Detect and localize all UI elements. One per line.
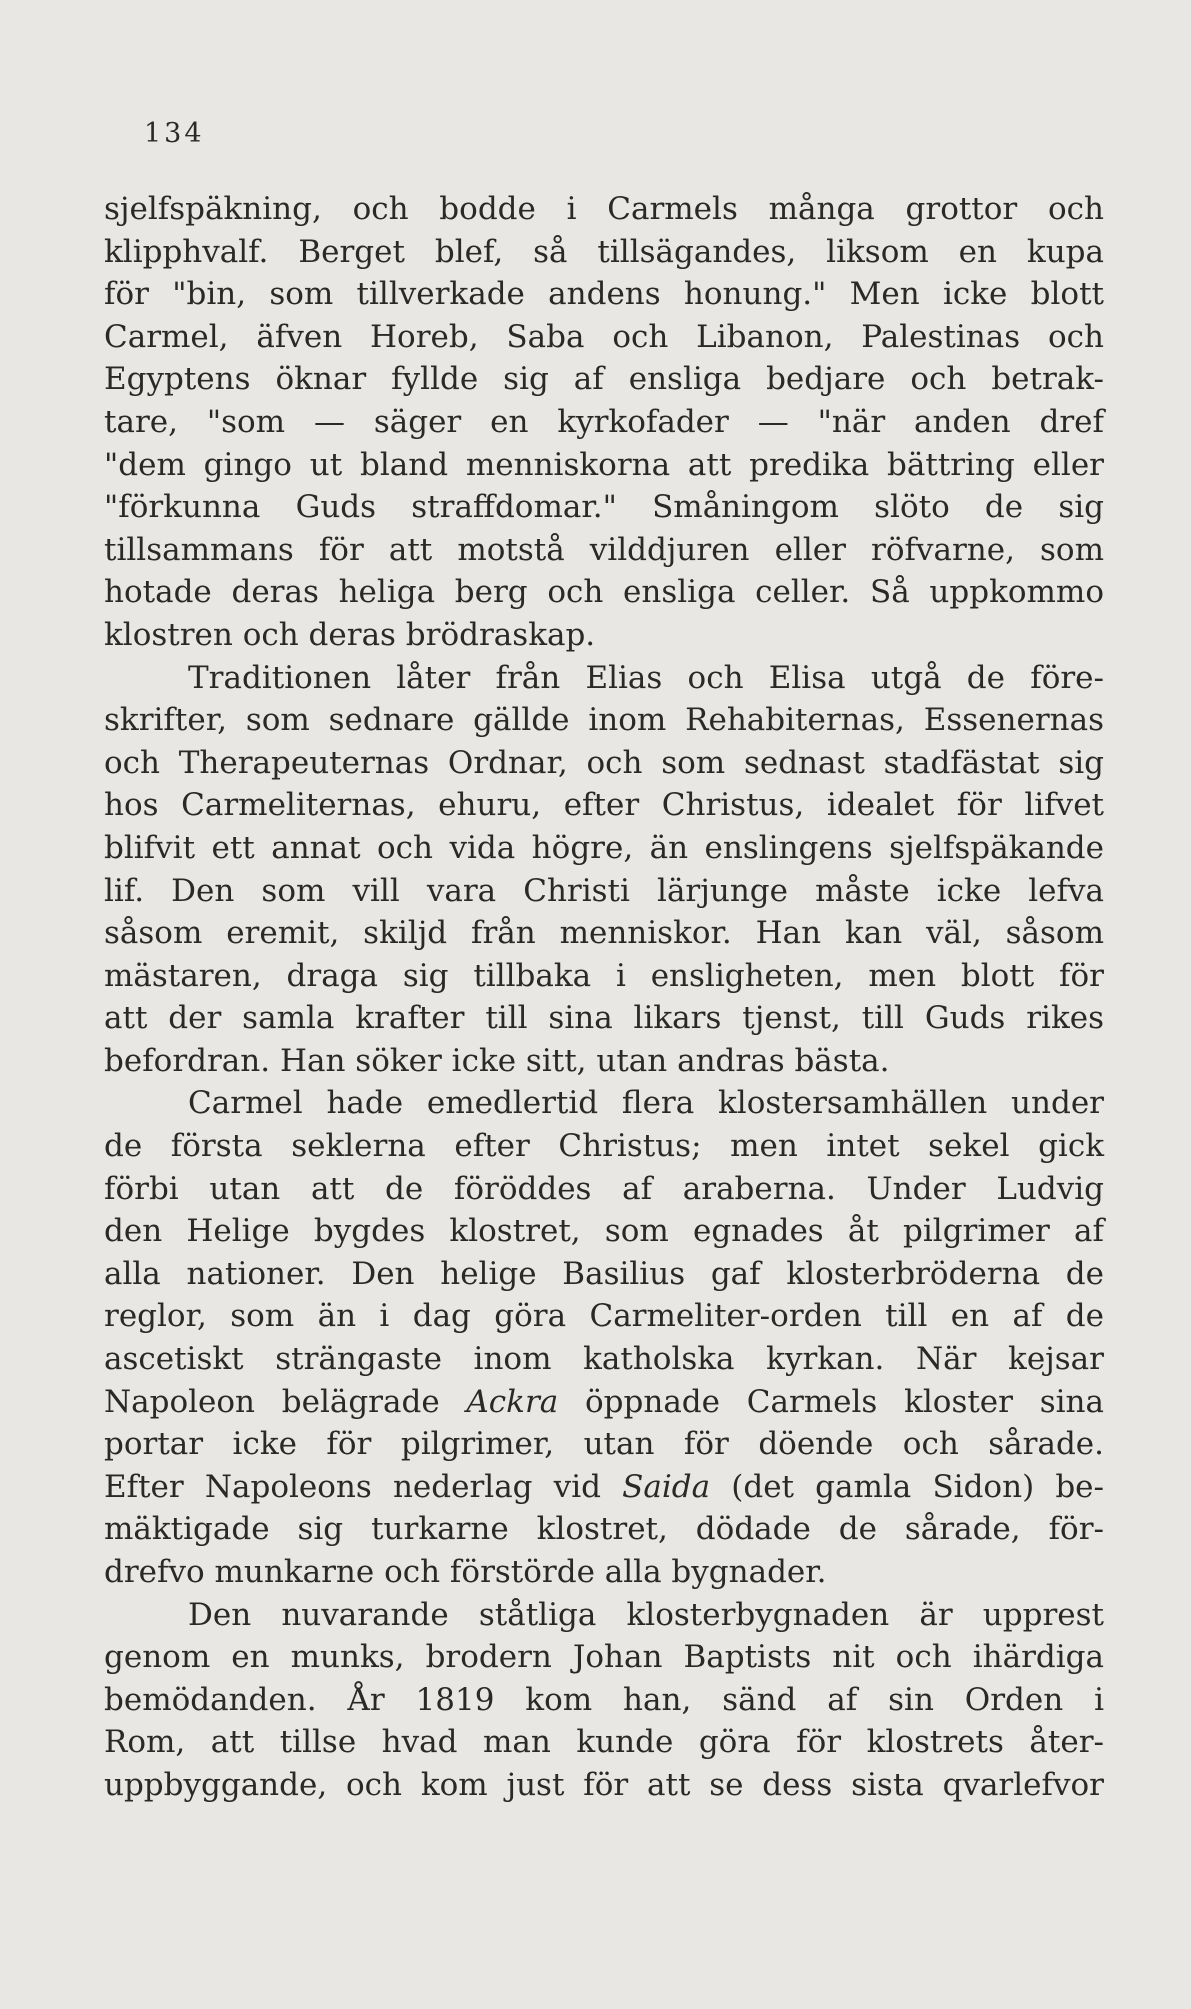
text-segment: Egyptens öknar fyllde sig af ensliga bedjare och betrak- (104, 361, 1104, 398)
text-segment: skrifter, som sednare gällde inom Rehabiternas, Essenernas (104, 702, 1104, 739)
text-line (104, 955, 1104, 998)
text-line (104, 316, 1104, 359)
text-line (104, 1636, 1104, 1679)
text-segment: Den nuvarande ståtliga klosterbygnaden är upprest (188, 1596, 1104, 1633)
text-segment: blifvit ett annat och vida högre, än enslingens sjelfspäkande (104, 829, 1104, 866)
text-line (104, 1338, 1104, 1381)
text-segment: Traditionen låter från Elias och Elisa utgå de före- (188, 659, 1104, 696)
text-line (104, 997, 1104, 1040)
text-line (104, 444, 1104, 487)
text-line (104, 827, 1104, 870)
text-line (104, 231, 1104, 274)
text-line (104, 1295, 1104, 1338)
text-line (104, 571, 1104, 614)
text-line (104, 1679, 1104, 1722)
text-line (104, 1125, 1104, 1168)
text-line (104, 657, 1104, 700)
text-segment: reglor, som än i dag göra Carmeliter-orden till en af de (104, 1298, 1104, 1335)
text-segment: "förkunna Guds straffdomar." Småningom slöto de sig (104, 489, 1104, 526)
text-segment: Carmel hade emedlertid flera klostersamhällen under (188, 1085, 1104, 1122)
text-line (104, 1551, 1104, 1594)
text-line (104, 1082, 1104, 1125)
text-line (104, 529, 1104, 572)
text-segment: förbi utan att de föröddes af araberna. Under Ludvig (104, 1170, 1104, 1207)
italic-place-name: Saida (622, 1468, 711, 1505)
text-segment: bemödanden. År 1819 kom han, sänd af sin Orden i (104, 1681, 1104, 1718)
text-line (104, 1253, 1104, 1296)
text-segment: tare, "som — säger en kyrkofader — "när anden dref (104, 403, 1104, 440)
text-segment: hos Carmeliternas, ehuru, efter Christus, idealet för lifvet (104, 787, 1104, 824)
text-segment: hotade deras heliga berg och ensliga celler. Så uppkommo (104, 574, 1104, 611)
text-line (104, 1466, 1104, 1509)
page-number: 134 (144, 118, 205, 149)
text-line (104, 1168, 1104, 1211)
text-segment: klostren och deras brödraskap. (104, 616, 596, 653)
text-line (104, 784, 1104, 827)
text-segment: genom en munks, brodern Johan Baptists nit och ihärdiga (104, 1639, 1104, 1676)
text-segment: och Therapeuternas Ordnar, och som sednast stadfästat sig (104, 744, 1104, 781)
text-segment: den Helige bygdes klostret, som egnades åt pilgrimer af (104, 1213, 1104, 1250)
italic-place-name: Ackra (466, 1383, 559, 1420)
text-segment: såsom eremit, skiljd från menniskor. Han kan väl, såsom (104, 915, 1104, 952)
text-line (104, 486, 1104, 529)
text-segment: Rom, att tillse hvad man kunde göra för klostrets åter- (104, 1724, 1104, 1761)
text-segment: portar icke för pilgrimer, utan för döende och sårade. (104, 1426, 1104, 1463)
text-segment: mästaren, draga sig tillbaka i ensligheten, men blott för (104, 957, 1104, 994)
text-line (104, 614, 1104, 657)
text-segment: tillsammans för att motstå vilddjuren eller röfvarne, som (104, 531, 1104, 568)
text-segment: (det gamla Sidon) be- (710, 1468, 1104, 1505)
text-line (104, 273, 1104, 316)
text-line (104, 358, 1104, 401)
text-line (104, 1040, 1104, 1083)
text-line (104, 1210, 1104, 1253)
text-segment: klipphvalf. Berget blef, så tillsägandes, liksom en kupa (104, 233, 1104, 270)
text-segment: "dem gingo ut bland menniskorna att predika bättring eller (104, 446, 1104, 483)
text-line (104, 188, 1104, 231)
text-line (104, 912, 1104, 955)
text-line (104, 1764, 1104, 1807)
text-line (104, 1423, 1104, 1466)
text-segment: uppbyggande, och kom just för att se dess sista qvarlefvor (104, 1766, 1104, 1803)
text-segment: sjelfspäkning, och bodde i Carmels många grottor och (104, 191, 1104, 227)
text-segment: befordran. Han söker icke sitt, utan andras bästa. (104, 1042, 890, 1079)
text-segment: Carmel, äfven Horeb, Saba och Libanon, Palestinas och (104, 318, 1104, 355)
text-segment: Efter Napoleons nederlag vid (104, 1468, 623, 1505)
text-segment: mäktigade sig turkarne klostret, dödade de sårade, för- (104, 1511, 1104, 1548)
text-line (104, 699, 1104, 742)
text-line (104, 1594, 1104, 1637)
text-line (104, 1381, 1104, 1424)
text-line (104, 742, 1104, 785)
text-line (104, 401, 1104, 444)
text-segment: de första seklerna efter Christus; men intet sekel gick (104, 1128, 1104, 1165)
text-segment: lif. Den som vill vara Christi lärjunge måste icke lefva (104, 872, 1104, 909)
body-text (104, 188, 1104, 1807)
text-line (104, 1721, 1104, 1764)
text-segment: drefvo munkarne och förstörde alla bygnader. (104, 1554, 827, 1590)
text-segment: ascetiskt strängaste inom katholska kyrkan. När kejsar (104, 1341, 1104, 1378)
text-segment: alla nationer. Den helige Basilius gaf klosterbröderna de (104, 1255, 1104, 1292)
text-segment: Napoleon belägrade (104, 1383, 467, 1420)
text-segment: att der samla krafter till sina likars tjenst, till Guds rikes (104, 1000, 1104, 1037)
text-line (104, 870, 1104, 913)
text-segment: för "bin, som tillverkade andens honung." Men icke blott (104, 276, 1104, 313)
text-line (104, 1508, 1104, 1551)
text-segment: öppnade Carmels kloster sina (558, 1383, 1104, 1420)
